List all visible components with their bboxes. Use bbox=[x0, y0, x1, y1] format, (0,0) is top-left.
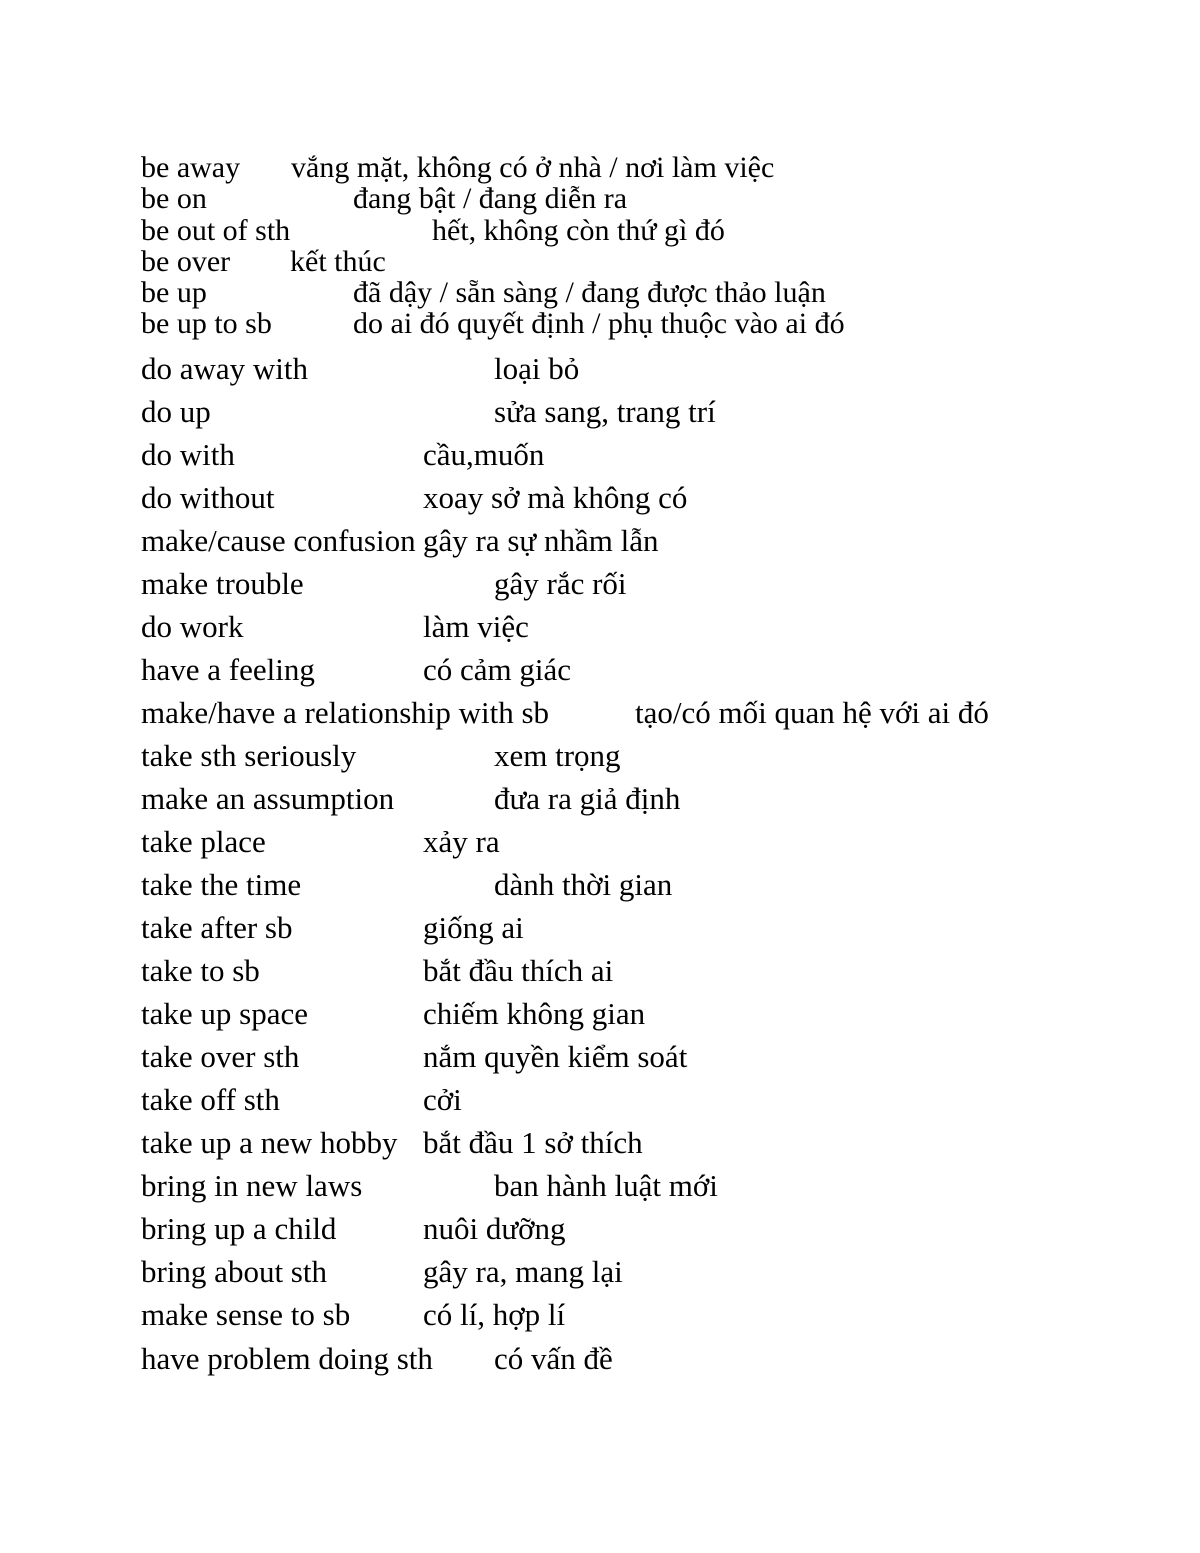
vocab-entry bbox=[0, 865, 1200, 905]
vocab-entry bbox=[0, 693, 1200, 733]
phrase-term: bring in new laws bbox=[141, 1168, 363, 1203]
phrase-definition: chiếm không gian bbox=[423, 996, 646, 1031]
phrase-term: be up bbox=[141, 276, 207, 309]
phrase-definition: cởi bbox=[423, 1082, 462, 1117]
phrase-definition: xem trọng bbox=[494, 738, 621, 773]
vocab-entry bbox=[0, 1339, 1200, 1379]
phrase-term: make trouble bbox=[141, 566, 304, 601]
phrase-term: be on bbox=[141, 182, 207, 215]
phrase-term: take up a new hobby bbox=[141, 1125, 398, 1160]
phrase-definition: gây rắc rối bbox=[494, 566, 627, 601]
vocab-entry bbox=[0, 1037, 1200, 1077]
vocab-entry bbox=[0, 607, 1200, 647]
phrase-definition: đã dậy / sẵn sàng / đang được thảo luận bbox=[353, 276, 826, 309]
phrase-definition: vắng mặt, không có ở nhà / nơi làm việc bbox=[291, 151, 775, 184]
phrase-term: do away with bbox=[141, 351, 309, 386]
phrase-term: make/have a relationship with sb bbox=[141, 695, 550, 730]
phrase-term: be up to sb bbox=[141, 307, 272, 340]
phrase-definition: bắt đầu thích ai bbox=[423, 953, 614, 988]
phrase-definition: bắt đầu 1 sở thích bbox=[423, 1125, 643, 1160]
vocab-entry bbox=[0, 215, 1200, 247]
vocab-entry bbox=[0, 435, 1200, 475]
vocab-entry bbox=[0, 152, 1200, 184]
phrase-definition: có lí, hợp lí bbox=[423, 1297, 566, 1332]
vocab-entry bbox=[0, 650, 1200, 690]
vocab-entry bbox=[0, 1209, 1200, 1249]
phrase-definition: làm việc bbox=[423, 609, 529, 644]
phrase-term: have a feeling bbox=[141, 652, 315, 687]
phrase-definition: đưa ra giả định bbox=[494, 781, 681, 816]
phrase-definition: cầu,muốn bbox=[423, 437, 545, 472]
vocab-entry bbox=[0, 392, 1200, 432]
phrase-definition: nắm quyền kiểm soát bbox=[423, 1039, 688, 1074]
phrase-definition: gây ra sự nhầm lẫn bbox=[423, 523, 659, 558]
vocab-entry bbox=[0, 951, 1200, 991]
vocab-entry bbox=[0, 564, 1200, 604]
phrase-definition: gây ra, mang lại bbox=[423, 1254, 623, 1289]
vocab-entry bbox=[0, 277, 1200, 309]
phrase-definition: xảy ra bbox=[423, 824, 500, 859]
phrase-definition: sửa sang, trang trí bbox=[494, 394, 716, 429]
vocab-entry bbox=[0, 1295, 1200, 1335]
phrase-term: take over sth bbox=[141, 1039, 300, 1074]
vocab-entry bbox=[0, 246, 1200, 278]
vocab-entry bbox=[0, 478, 1200, 518]
phrase-definition: kết thúc bbox=[290, 245, 386, 278]
vocab-entry bbox=[0, 736, 1200, 776]
vocab-entry bbox=[0, 183, 1200, 215]
phrase-definition: có cảm giác bbox=[423, 652, 572, 687]
vocab-entry bbox=[0, 1166, 1200, 1206]
phrase-definition: giống ai bbox=[423, 910, 524, 945]
phrase-definition: loại bỏ bbox=[494, 351, 580, 386]
phrase-definition: đang bật / đang diễn ra bbox=[353, 182, 628, 215]
vocab-entry bbox=[0, 349, 1200, 389]
phrase-term: take after sb bbox=[141, 910, 293, 945]
vocab-entry bbox=[0, 822, 1200, 862]
vocab-entry bbox=[0, 521, 1200, 561]
phrase-term: be away bbox=[141, 151, 241, 184]
phrase-definition: hết, không còn thứ gì đó bbox=[432, 214, 725, 247]
vocab-entry bbox=[0, 1123, 1200, 1163]
phrase-term: do work bbox=[141, 609, 244, 644]
phrase-definition: nuôi dưỡng bbox=[423, 1211, 566, 1246]
phrase-term: take off sth bbox=[141, 1082, 280, 1117]
phrase-definition: tạo/có mối quan hệ với ai đó bbox=[635, 695, 989, 730]
vocab-entry bbox=[0, 1252, 1200, 1292]
phrase-term: do up bbox=[141, 394, 211, 429]
phrase-term: do with bbox=[141, 437, 235, 472]
phrase-term: make an assumption bbox=[141, 781, 395, 816]
phrase-term: make sense to sb bbox=[141, 1297, 351, 1332]
phrase-term: be over bbox=[141, 245, 231, 278]
phrase-term: take the time bbox=[141, 867, 302, 902]
phrase-definition: ban hành luật mới bbox=[494, 1168, 718, 1203]
phrase-definition: dành thời gian bbox=[494, 867, 673, 902]
vocab-entry bbox=[0, 1080, 1200, 1120]
phrase-term: have problem doing sth bbox=[141, 1341, 433, 1376]
phrase-term: do without bbox=[141, 480, 275, 515]
phrase-term: bring up a child bbox=[141, 1211, 337, 1246]
vocab-entry bbox=[0, 308, 1200, 340]
vocab-entry bbox=[0, 908, 1200, 948]
phrase-term: take sth seriously bbox=[141, 738, 357, 773]
vocab-entry bbox=[0, 779, 1200, 819]
phrase-definition: có vấn đề bbox=[494, 1341, 613, 1376]
phrase-term: bring about sth bbox=[141, 1254, 327, 1289]
phrase-term: take to sb bbox=[141, 953, 260, 988]
phrase-definition: do ai đó quyết định / phụ thuộc vào ai đó bbox=[353, 307, 845, 340]
phrase-term: be out of sth bbox=[141, 214, 291, 247]
phrase-term: take up space bbox=[141, 996, 308, 1031]
vocab-entry bbox=[0, 994, 1200, 1034]
phrase-definition: xoay sở mà không có bbox=[423, 480, 688, 515]
phrase-term: take place bbox=[141, 824, 266, 859]
phrase-term: make/cause confusion bbox=[141, 523, 416, 558]
